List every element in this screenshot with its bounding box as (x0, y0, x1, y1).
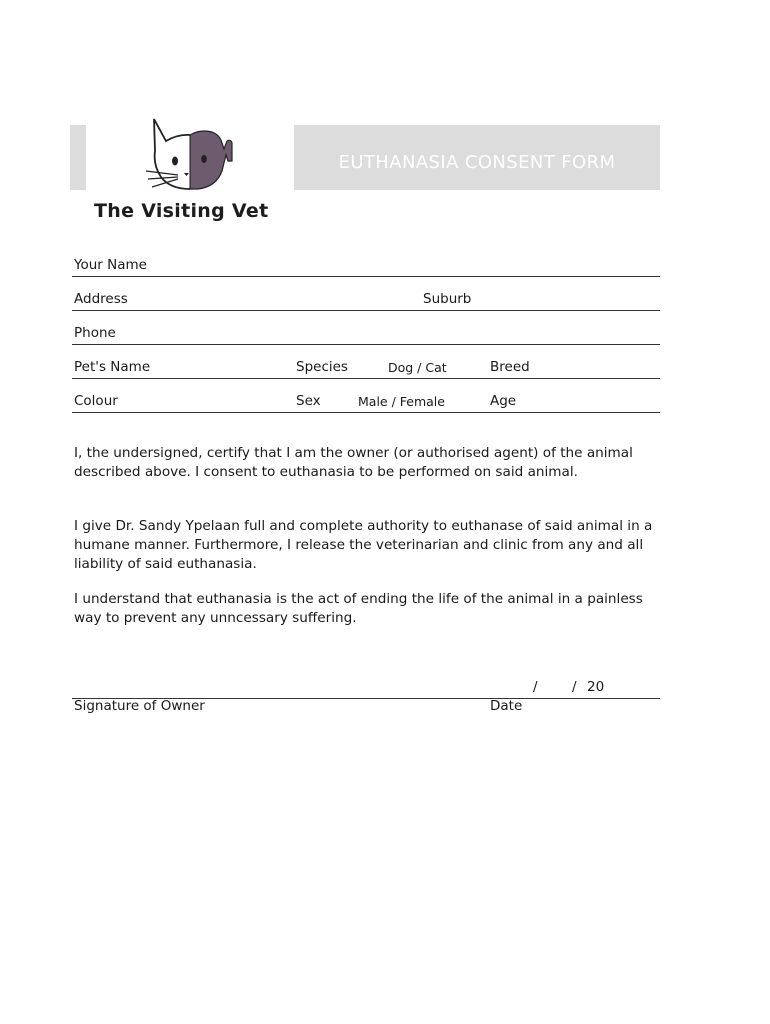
colour-label: Colour (74, 393, 118, 409)
consent-paragraph-1: I, the undersigned, certify that I am the owner (or authorised agent) of the animal described above. I consent to euthanasia to be performed on said animal. (74, 445, 633, 480)
sex-options[interactable]: Male / Female (358, 394, 445, 409)
pets-name-line[interactable] (72, 378, 660, 379)
your-name-label: Your Name (74, 257, 147, 273)
cat-dog-logo (140, 113, 240, 195)
date-slash-1: / (533, 679, 538, 695)
header-left-bar (70, 125, 86, 190)
phone-line[interactable] (72, 344, 660, 345)
age-label: Age (490, 393, 517, 409)
suburb-label: Suburb (423, 291, 472, 307)
pets-name-label: Pet's Name (74, 359, 151, 375)
your-name-line[interactable] (72, 276, 660, 277)
date-century: 20 (587, 679, 605, 695)
date-slash-2: / (572, 679, 577, 695)
signature-of-owner-label: Signature of Owner (74, 698, 205, 714)
brand-name: The Visiting Vet (94, 200, 269, 222)
sex-label: Sex (296, 393, 321, 409)
species-options[interactable]: Dog / Cat (388, 360, 447, 375)
address-line[interactable] (72, 310, 660, 311)
cat-eye (172, 157, 178, 166)
phone-label: Phone (74, 325, 116, 341)
form-title-banner (294, 125, 660, 190)
species-label: Species (296, 359, 348, 375)
form-title: EUTHANASIA CONSENT FORM (338, 152, 616, 173)
date-label: Date (490, 698, 523, 714)
consent-paragraph-3: I understand that euthanasia is the act of ending the life of the animal in a painless way to prevent any unncessary suffering. (74, 591, 643, 626)
address-label: Address (74, 291, 128, 307)
dog-eye (201, 155, 207, 163)
dog-face-shape (190, 131, 232, 189)
consent-paragraph-2: I give Dr. Sandy Ypelaan full and complete authority to euthanase of said animal in a humane manner. Furthermore, I release the veterinarian and clinic from any and all liability of said euthanasia. (74, 518, 653, 572)
colour-line[interactable] (72, 412, 660, 413)
breed-label: Breed (490, 359, 530, 375)
